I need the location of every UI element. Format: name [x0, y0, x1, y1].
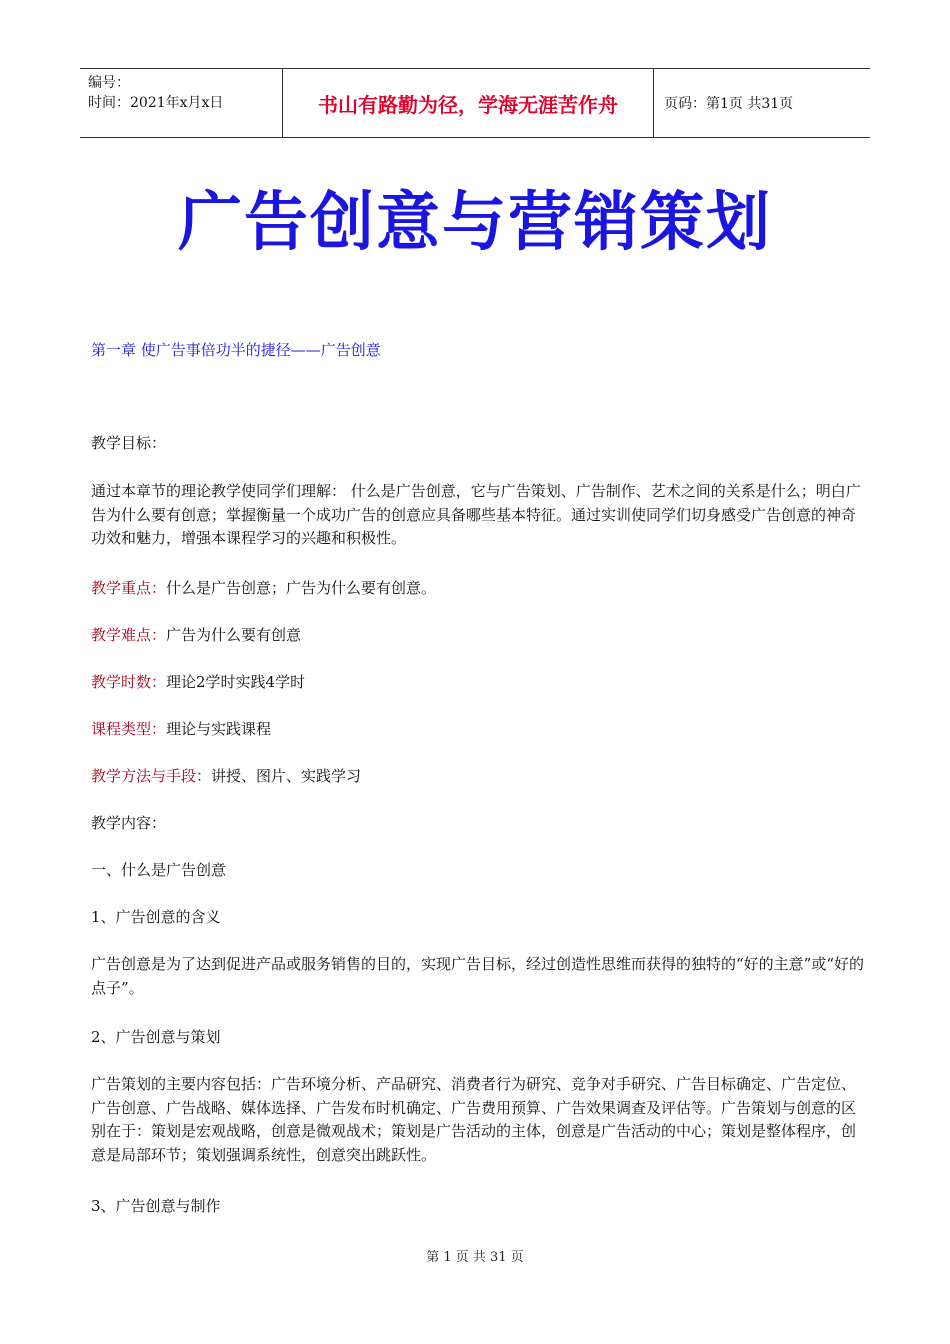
number-label: 编号： — [88, 75, 130, 91]
key-points-text: 什么是广告创意；广告为什么要有创意。 — [166, 579, 437, 597]
key-points-label: 教学重点： — [91, 579, 167, 597]
page-footer: 第 1 页 共 31 页 — [426, 1250, 524, 1265]
page-info-cell — [654, 69, 870, 137]
motto-text: 书山有路勤为径，学海无涯苦作舟 — [318, 92, 618, 117]
hours-line — [91, 671, 866, 695]
page-info-text: 页码：第1页 共31页 — [664, 96, 794, 112]
motto-cell — [282, 69, 654, 137]
method-line — [91, 765, 866, 789]
subsection-heading-3: 3、广告创意与制作 — [91, 1197, 221, 1215]
course-type-text: 理论与实践课程 — [166, 720, 272, 738]
document-title: 广告创意与营销策划 — [178, 185, 772, 260]
document-header-table — [80, 68, 870, 138]
chapter-heading: 第一章 使广告事倍功半的捷径——广告创意 — [91, 341, 381, 359]
key-points-line — [91, 577, 866, 601]
content-heading: 教学内容： — [91, 814, 167, 832]
course-type-line — [91, 718, 866, 742]
objectives-paragraph: 通过本章节的理论教学使同学们理解： 什么是广告创意，它与广告策划、广告制作、艺术之间的关系是什么；明白广告为什么要有创意；掌握衡量一个成功广告的创意应具备哪些基本特征。通过实训使同学们切身感受广告创意的神奇功效和魅力，增强本课程学习的兴趣和积极性。 — [91, 482, 861, 547]
difficulty-line — [91, 624, 866, 648]
objectives-heading: 教学目标： — [91, 434, 167, 452]
header-meta-cell — [80, 69, 282, 137]
hours-label: 教学时数： — [91, 673, 167, 691]
subsection-1-paragraph: 广告创意是为了达到促进产品或服务销售的目的，实现广告目标，经过创造性思维而获得的独特的“好的主意”或“好的点子”。 — [91, 955, 865, 997]
subsection-heading-1: 1、广告创意的含义 — [91, 908, 221, 926]
method-text: 讲授、图片、实践学习 — [211, 767, 362, 785]
section-heading-1: 一、什么是广告创意 — [91, 861, 227, 879]
time-label: 时间：2021年x月x日 — [88, 95, 224, 111]
method-label: 教学方法与手段： — [91, 767, 212, 785]
subsection-2-paragraph: 广告策划的主要内容包括：广告环境分析、产品研究、消费者行为研究、竞争对手研究、广告目标确定、广告定位、广告创意、广告战略、媒体选择、广告发布时机确定、广告费用预算、广告效果调查及评估等。广告策划与创意的区别在于：策划是宏观战略，创意是微观战术；策划是广告活动的主体，创意是广告活动的中心；策划是整体程序，创意是局部环节；策划强调系统性，创意突出跳跃性。 — [91, 1075, 857, 1164]
difficulty-text: 广告为什么要有创意 — [166, 626, 302, 644]
difficulty-label: 教学难点： — [91, 626, 167, 644]
hours-text: 理论2学时实践4学时 — [166, 673, 306, 691]
course-type-label: 课程类型： — [91, 720, 167, 738]
subsection-heading-2: 2、广告创意与策划 — [91, 1028, 221, 1046]
